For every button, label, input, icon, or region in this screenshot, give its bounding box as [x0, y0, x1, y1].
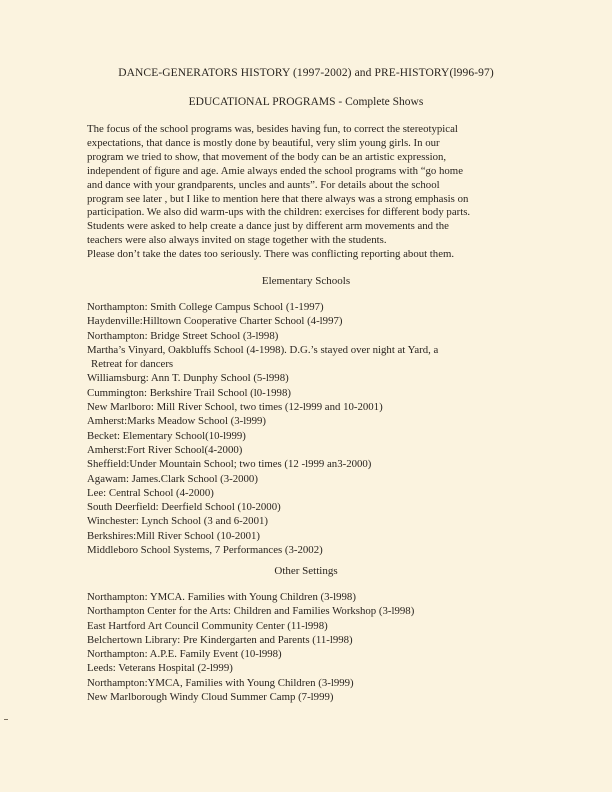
- margin-mark: [4, 719, 8, 720]
- list-item: Northampton:YMCA, Families with Young Children (3-l999): [87, 676, 354, 689]
- page-title: DANCE-GENERATORS HISTORY (1997-2002) and PRE-HISTORY(l996-97): [118, 67, 494, 79]
- list-item: Middleboro School Systems, 7 Performances (3-2002): [87, 544, 323, 557]
- list-item: Amherst:Marks Meadow School (3-l999): [87, 415, 267, 428]
- list-item: Belchertown Library: Pre Kindergarten and Parents (11-l998): [87, 633, 353, 646]
- list-item: Northampton Center for the Arts: Children and Families Workshop (3-l998): [87, 605, 415, 618]
- intro-paragraph: [87, 123, 557, 262]
- list-item: Haydenville:Hilltown Cooperative Charter School (4-l997): [87, 315, 343, 328]
- list-item-continuation: Retreat for dancers: [91, 358, 174, 371]
- list-item: New Marlborough Windy Cloud Summer Camp (7-l999): [87, 691, 334, 704]
- intro-line: expectations, that dance is mostly done by beautiful, very slim young girls. In our: [87, 136, 440, 149]
- list-item: Sheffield:Under Mountain School; two times (12 -l999 an3-2000): [87, 458, 372, 471]
- list-item: Martha’s Vinyard, Oakbluffs School (4-1998). D.G.’s stayed over night at Yard, a: [87, 343, 439, 356]
- intro-line: participation. We also did warm-ups with the children: exercises for different body parts.: [87, 206, 471, 219]
- list-item: Lee: Central School (4-2000): [87, 486, 214, 499]
- list-item: New Marlboro: Mill River School, two times (12-l999 and 10-2001): [87, 401, 383, 414]
- list-item: Amherst:Fort River School(4-2000): [87, 443, 243, 456]
- other-heading: Other Settings: [274, 565, 338, 577]
- list-item: Northampton: A.P.E. Family Event (10-l998): [87, 648, 282, 661]
- intro-line: Students were asked to help create a dance just by different arm movements and the: [87, 220, 449, 233]
- intro-line: independent of figure and age. Amie always ended the school programs with “go home: [87, 164, 463, 177]
- intro-line: Please don’t take the dates too seriously. There was conflicting reporting about them.: [87, 248, 455, 261]
- list-item: Northampton: Smith College Campus School (1-1997): [87, 301, 324, 313]
- intro-line: and dance with your grandparents, uncles and aunts”. For details about the school: [87, 178, 440, 191]
- list-item: Winchester: Lynch School (3 and 6-2001): [87, 515, 268, 528]
- intro-line: teachers were also always invited on stage together with the students.: [87, 234, 387, 247]
- intro-line: program we tried to show, that movement of the body can be an artistic expression,: [87, 150, 447, 163]
- list-item: Northampton: YMCA. Families with Young Children (3-l998): [87, 591, 356, 603]
- list-item: Northampton: Bridge Street School (3-l998): [87, 329, 279, 342]
- list-item: Leeds: Veterans Hospital (2-l999): [87, 662, 233, 675]
- list-item: Agawam: James.Clark School (3-2000): [87, 472, 258, 485]
- page-subtitle: EDUCATIONAL PROGRAMS - Complete Shows: [188, 96, 424, 108]
- intro-line: The focus of the school programs was, besides having fun, to correct the stereotypical: [87, 123, 458, 135]
- intro-line: program see later , but I like to mention here that there always was a strong emphasis on: [87, 192, 469, 205]
- list-item: South Deerfield: Deerfield School (10-2000): [87, 501, 281, 514]
- elementary-heading: Elementary Schools: [261, 275, 351, 287]
- list-item: Berkshires:Mill River School (10-2001): [87, 529, 261, 542]
- list-item: Cummington: Berkshire Trail School (l0-1998): [87, 386, 291, 399]
- elementary-list: [87, 300, 557, 557]
- other-list: [87, 590, 557, 704]
- list-item: Becket: Elementary School(10-l999): [87, 429, 246, 442]
- list-item: East Hartford Art Council Community Center (11-l998): [87, 619, 328, 632]
- list-item: Williamsburg: Ann T. Dunphy School (5-l998): [87, 372, 289, 385]
